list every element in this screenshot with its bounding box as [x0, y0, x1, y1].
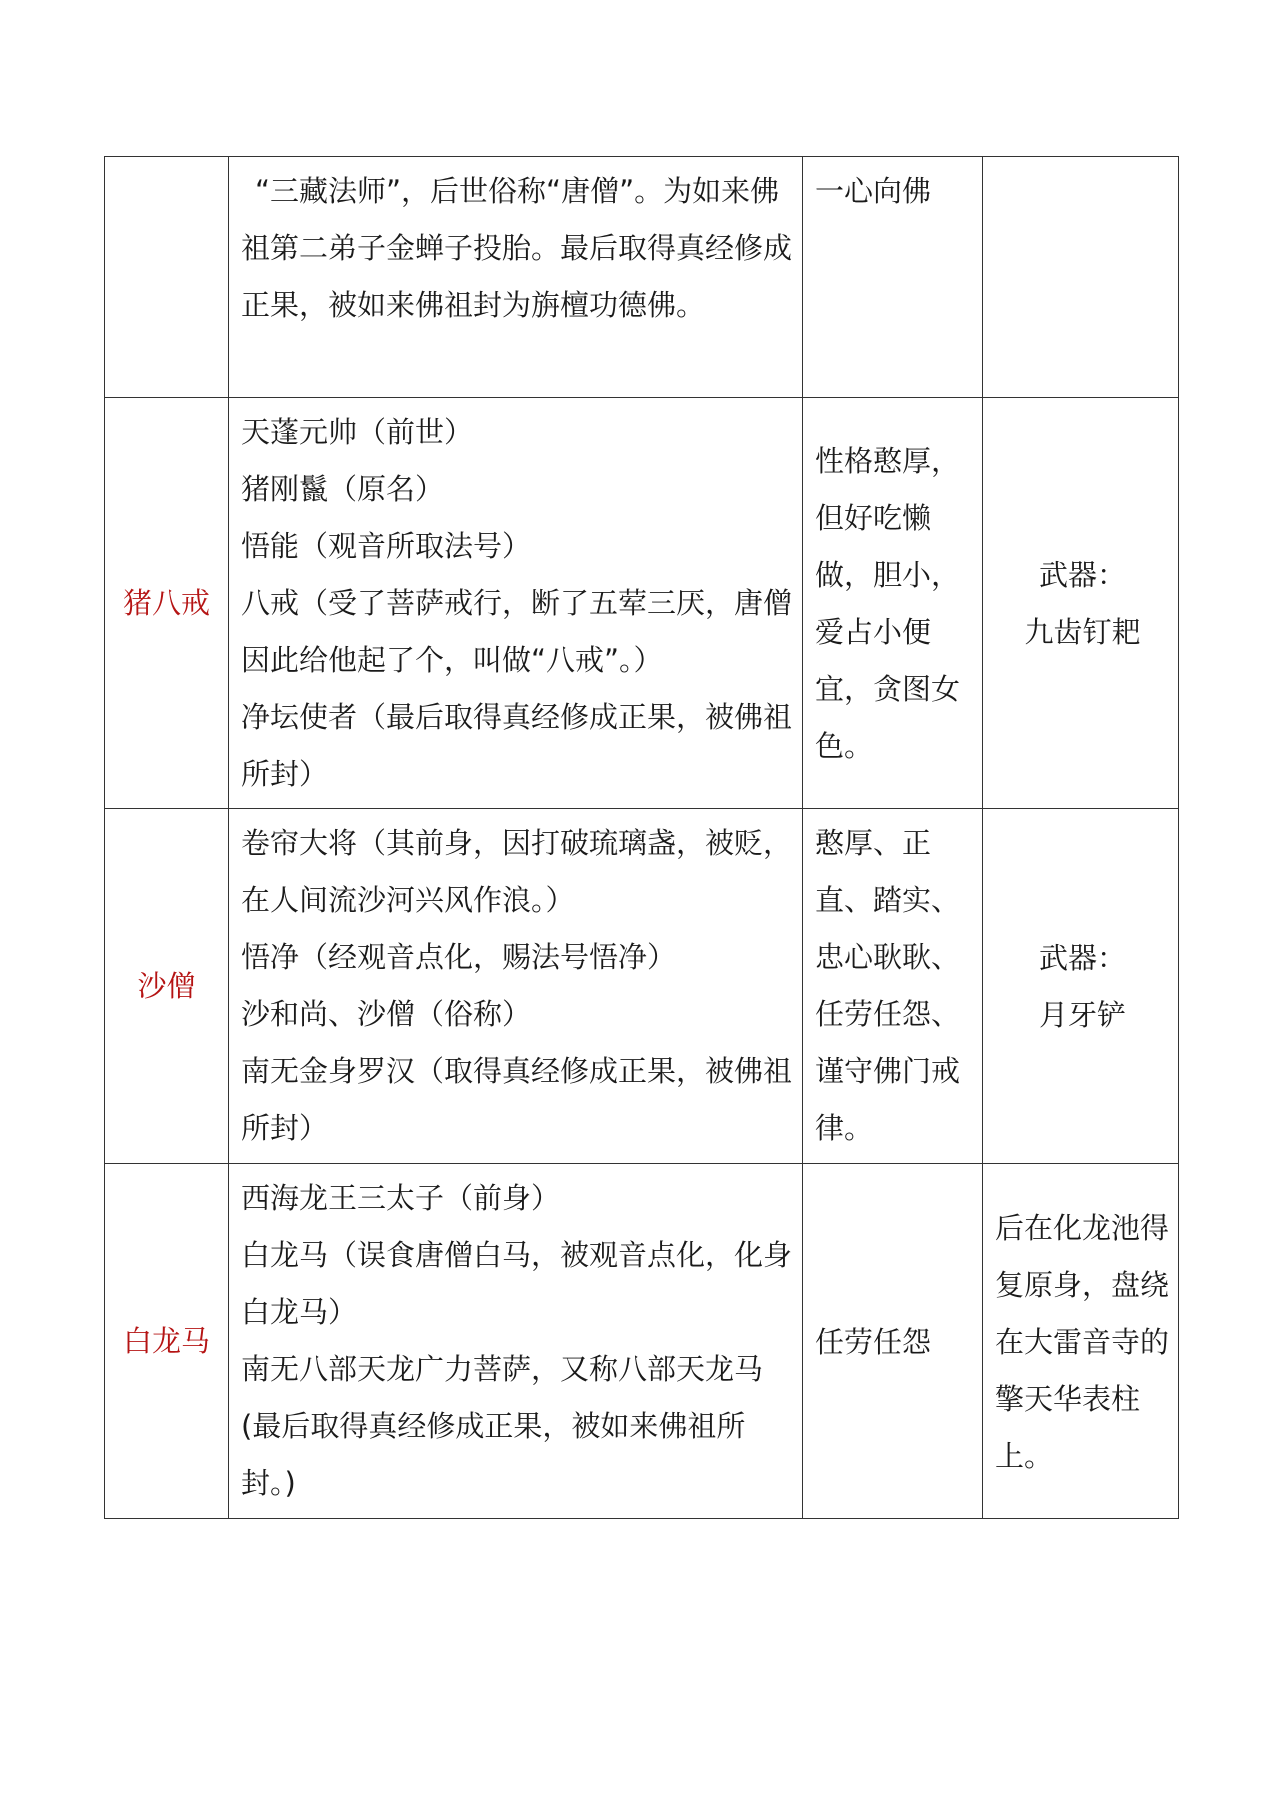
titles-cell [229, 398, 803, 809]
title-entry: 悟能（观音所取法号） [241, 529, 532, 563]
title-entry: 白龙马（误食唐僧白马，被观音点化，化身白龙马） [241, 1238, 793, 1329]
title-entry: 沙和尚、沙僧（俗称） [241, 997, 532, 1031]
trait-text: 任劳任怨 [815, 1324, 932, 1359]
note-cell [983, 157, 1179, 398]
title-entry: 悟净（经观音点化，赐法号悟净） [241, 940, 677, 974]
title-entry: 南无八部天龙广力菩萨，又称八部天龙马(最后取得真经修成正果，被如来佛祖所封。) [241, 1352, 764, 1500]
title-entry: 南无金身罗汉（取得真经修成正果，被佛祖所封） [241, 1054, 793, 1145]
title-entry: 净坛使者（最后取得真经修成正果，被佛祖所封） [241, 700, 793, 791]
character-name: 猪八戒 [122, 585, 210, 620]
character-name-cell [105, 398, 229, 809]
note-cell [983, 809, 1179, 1164]
trait-text: 憨厚、正直、踏实、忠心耿耿、任劳任怨、谨守佛门戒律。 [815, 826, 961, 1145]
trait-text: 性格憨厚，但好吃懒做，胆小，爱占小便宜，贪图女色。 [815, 444, 961, 763]
weapon-name: 九齿钉耙 [1024, 615, 1141, 649]
table-row [105, 1164, 1179, 1519]
character-name-cell [105, 1164, 229, 1519]
trait-cell [803, 809, 983, 1164]
title-entry: “三藏法师”，后世俗称“唐僧”。为如来佛祖第二弟子金蝉子投胎。最后取得真经修成正果，被如来佛祖封为旃檀功德佛。 [241, 174, 793, 322]
titles-cell [229, 809, 803, 1164]
table-row [105, 809, 1179, 1164]
character-name-cell [105, 157, 229, 398]
note-text: 后在化龙池得复原身，盘绕在大雷音寺的擎天华表柱上。 [995, 1210, 1170, 1473]
character-table [104, 156, 1179, 1519]
note-cell [983, 398, 1179, 809]
table-row [105, 398, 1179, 809]
note-cell [983, 1164, 1179, 1519]
titles-cell [229, 157, 803, 398]
weapon-label: 武器： [1038, 558, 1126, 592]
title-entry: 猪刚鬣（原名） [241, 472, 445, 506]
title-entry: 西海龙王三太子（前身） [241, 1181, 561, 1215]
trait-cell [803, 1164, 983, 1519]
titles-cell [229, 1164, 803, 1519]
table-row [105, 157, 1179, 398]
trait-text: 一心向佛 [815, 174, 932, 208]
trait-cell [803, 398, 983, 809]
trait-cell [803, 157, 983, 398]
title-entry: 八戒（受了菩萨戒行，断了五荤三厌，唐僧因此给他起了个，叫做“八戒”。） [241, 586, 793, 677]
character-name-cell [105, 809, 229, 1164]
character-name: 沙僧 [137, 968, 196, 1003]
weapon-label: 武器： [1038, 941, 1126, 975]
title-entry: 天蓬元帅（前世） [241, 415, 474, 449]
title-entry: 卷帘大将（其前身，因打破琉璃盏，被贬，在人间流沙河兴风作浪。） [241, 826, 793, 917]
weapon-name: 月牙铲 [1038, 998, 1126, 1032]
character-name: 白龙马 [122, 1323, 210, 1358]
